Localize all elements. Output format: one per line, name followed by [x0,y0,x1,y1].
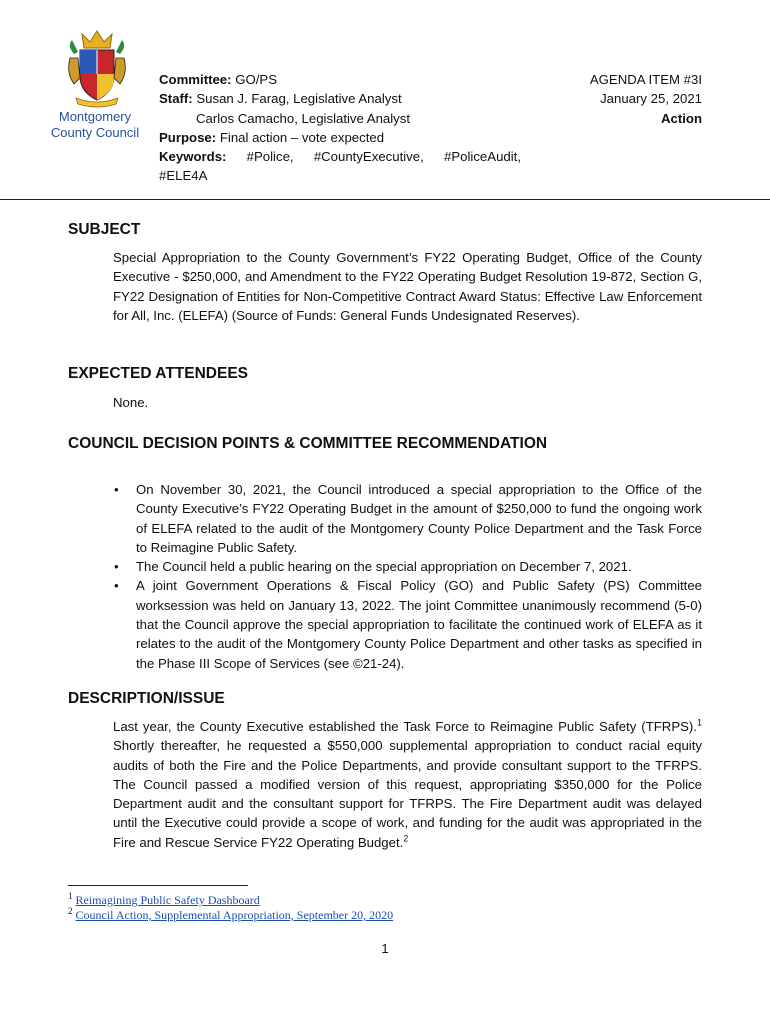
footnote-number: 1 [68,891,73,901]
org-name-line1: Montgomery [58,109,132,124]
header-divider [0,199,770,200]
staff-line [159,89,539,108]
purpose-value: Final action – vote expected [219,129,385,145]
keyword: #PoliceAudit, [444,149,521,165]
org-name-line2: County Council [50,125,140,140]
footnote-2 [68,908,393,923]
decision-heading: COUNCIL DECISION POINTS & COMMITTEE RECOMMENDATION [68,435,548,452]
agenda-block [590,70,702,128]
attendees-heading: EXPECTED ATTENDEES [68,365,248,382]
agenda-date: January 25, 2021 [600,91,702,107]
purpose-line [159,128,539,147]
page-number: 1 [381,941,389,956]
list-item: • A joint Government Operations & Fiscal Policy (GO) and Public Safety (PS) Committee worksession was held on January 13, 2022. The joint Committee unanimously recommend (5-0) that the Council approve the special appropriation to facilitate the continued work of ELEFA as it relates to the audit of the Montgomery County Police Department and other tasks as specified in the Phase III Scope of Services (see ©21-24). [113,576,702,672]
purpose-label: Purpose: [159,129,217,145]
committee-label: Committee: [159,72,232,87]
description-part-1: Last year, the County Executive established the Task Force to Reimagine Public Safety (TFRPS). [113,719,697,734]
list-item: • The Council held a public hearing on the special appropriation on December 7, 2021. [113,557,702,576]
keyword: #CountyExecutive, [313,149,424,165]
attendees-text: None. [113,395,149,410]
committee-value: GO/PS [235,72,277,87]
decision-list [113,480,702,673]
staff-line-2: Carlos Camacho, Legislative Analyst [196,110,411,126]
description-part-2: Shortly thereafter, he requested a $550,000 supplemental appropriation to conduct racial equity audits of both the Fire and the Police Departments, and provide consultant support to the TFRPS. The Council passed a modified version of this request, appropriating $350,000 for the Police Department audit and the consultant support for TFRPS. The Fire Department audit was delayed until the Executive could provide a scope of work, and funding for the audit was appropriated in the Fire and Rescue Service FY22 Operating Budget. [113,738,702,850]
agenda-action: Action [660,110,702,126]
meta-block [159,70,539,186]
subject-text: Special Appropriation to the County Government’s FY22 Operating Budget, Office of the County Executive - $250,000, and Amendment to the FY22 Operating Budget Resolution 19-872, Section G, FY22 Designation of Entities for Non-Competitive Contract Award Status: Effective Law Enforcement for All, Inc. (ELEFA) (Source of Funds: General Funds Undesignated Reserves). [113,250,702,323]
keywords-label: Keywords: [159,149,227,165]
committee-line [159,70,539,89]
staff-value-1: Susan J. Farag, Legislative Analyst [196,91,402,107]
footnote-ref-2[interactable]: 2 [403,833,409,844]
footnote-1 [68,893,260,908]
footnote-link-2[interactable]: Council Action, Supplemental Appropriation, September 20, 2020 [75,908,394,922]
footnote-number: 2 [68,906,73,916]
staff-label: Staff: [159,91,193,107]
keyword-last: #ELE4A [159,168,208,184]
list-item: • On November 30, 2021, the Council introduced a special appropriation to the Office of the County Executive’s FY22 Operating Budget in the amount of $250,000 to fund the ongoing work of ELEFA related to the audit of the Montgomery County Police Department and the Task Force to Reimagine Public Safety. [113,480,702,557]
description-text [113,717,702,852]
subject-heading: SUBJECT [68,221,141,238]
description-heading: DESCRIPTION/ISSUE [68,690,225,707]
keyword: #Police, [246,149,294,165]
org-name [40,109,150,141]
footnote-link-1[interactable]: Reimagining Public Safety Dashboard [75,893,260,907]
agenda-item: AGENDA ITEM #3I [589,72,702,87]
county-seal-logo [62,28,132,108]
footnote-divider [68,885,248,886]
footnote-ref-1[interactable]: 1 [696,717,702,728]
keywords-line [159,147,521,166]
